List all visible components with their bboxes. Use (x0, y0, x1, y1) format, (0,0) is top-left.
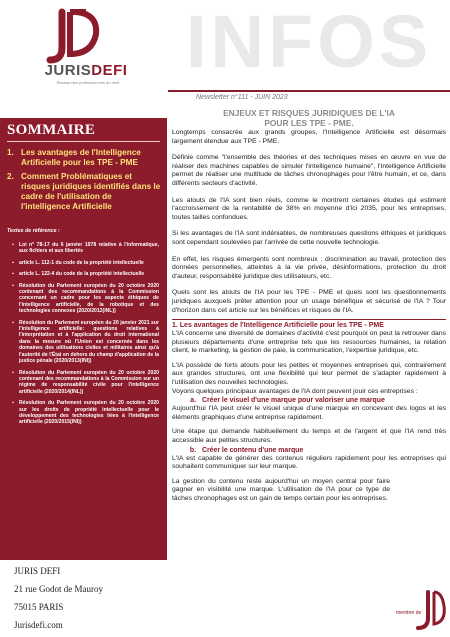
bullet-icon: ▪ (12, 271, 14, 278)
brand-name: JURISDEFI (44, 62, 128, 79)
company-name: JURIS DEFI (14, 566, 61, 576)
newsletter-issue: Newsletter n°111 - JUIN 2023 (196, 94, 288, 101)
section1-paragraph: L'IA possède de forts atouts pour les petites et moyennes entreprises qui, contrairement aux grandes structures, ont une flexibilité qui leur permet de s'adapter rapidement à l'utilisation des nouvelles technologies. (172, 361, 446, 387)
page-header (0, 0, 450, 100)
section1-paragraph: Voyons quelques principaux avantages de l'IA dont peuvent jouir ces entreprises : (172, 387, 418, 395)
references-title: Textes de référence : (7, 228, 60, 234)
brand-tagline: Réseau des professionnels du droit (56, 80, 120, 85)
bullet-icon: ▪ (12, 259, 14, 266)
juris-defi-logo-icon (40, 4, 110, 66)
atouts-paragraph: Les atouts de l'IA sont bien réels, comme le montrent certaines études qui estiment l'accroissement de la rentabilité de 38% en moyenne d'ici 2035, pour les entreprises, toutes tailles confondues. (172, 196, 446, 221)
bullet-icon: ▪ (12, 400, 14, 407)
address-block (0, 560, 167, 637)
section-heading: 1. Les avantages de l'Intelligence Artificielle pour les TPE - PME (172, 319, 446, 330)
bullet-icon: ▪ (12, 282, 14, 289)
city-address: 75015 PARIS (14, 602, 64, 612)
reference-item: ▪ article L. 112-1 du code de la propriété intellectuelle (7, 260, 159, 266)
sommaire-sidebar (0, 118, 167, 560)
sommaire-divider (7, 141, 160, 142)
reference-item: ▪ article L. 122-4 du code de la propriété intellectuelle (7, 271, 159, 277)
article-title: ENJEUX ET RISQUES JURIDIQUES DE L'IA POUR LES TPE - PME. (223, 108, 395, 128)
membre-badge-icon (388, 584, 446, 634)
subsection-heading: a. Créer le visuel d'une marque pour valoriser une marque (190, 397, 385, 405)
toc-item[interactable]: 2. Comment Problématiques et risques juridiques identifiés dans le cadre de l'utilisation de l'intelligence Artificielle (7, 172, 161, 211)
reference-item: ▪ Loi n° 78-17 du 6 janvier 1978 relative à l'informatique, aux fichiers et aux libertés (7, 242, 159, 255)
reference-item: ▪ Résolution du Parlement européen du 20 octobre 2020 contenant des recommandations à la Commission concernant un cadre pour les aspects éthiques de l'intelligence artificielle, de la robotique et des technologies connexes (2020/2012(INL)) (7, 283, 159, 315)
street-address: 21 rue Godot de Mauroy (14, 584, 103, 594)
reference-item: ▪ Résolution du Parlement européen du 20 janvier 2021 sur l'intelligence artificielle: questions relatives à l'interprétation et à l'application du droit international dans la mesure où l'Union est concernée dans les domaines des utilisations civiles et militaires ainsi qu'à l'autorité de l'État en dehors du champ d'application de la justice pénale (2020/2013(INI)) (7, 320, 159, 365)
sommaire-title: SOMMAIRE (7, 122, 96, 138)
toc-item[interactable]: 1. Les avantages de l'Intelligence Artificielle pour les TPE - PME (7, 148, 141, 167)
subsection-paragraph: Aujourd'hui l'IA peut créer le visuel unique d'une marque en concevant des logos et les éléments graphiques d'une entreprise rapidement. (172, 405, 446, 421)
infos-title: INFOS (186, 0, 433, 83)
bullet-icon: ▪ (12, 319, 14, 326)
header-divider (168, 90, 450, 92)
definition-paragraph: Définie comme "l'ensemble des théories et des techniques mises en œuvre en vue de réaliser des machines capables de simuler l'intelligence humaine", l'Intelligence Artificielle permet de réaliser une multitude de tâches chronophages pour l'être humain, et ce, dans différents secteurs d'activité. (172, 154, 446, 187)
bullet-icon: ▪ (12, 242, 14, 248)
subsection-paragraph: L'IA est capable de générer des contenus réguliers rapidement pour les entreprises qui souhaitent communiquer sur leur marque. (172, 454, 446, 471)
website-link[interactable]: Jurisdefi.com (14, 620, 63, 630)
references-list (7, 242, 159, 431)
section1-paragraph: L'IA concerne une diversité de domaines d'activité c'est pourquoi on peut la retrouver dans plusieurs départements d'une entreprise tels que les ressources humaines, la relation client, le marketing, la gestion de paie, la communication, l'expertise juridique, etc. (172, 330, 446, 355)
subsection-paragraph: La gestion du contenu reste aujourd'hui un moyen central pour faire gagner en visibilité une marque. L'utilisation de l'IA pour ce type de tâches chronophages est un gain de temps certain pour les entreprises. (172, 477, 390, 502)
subsection-heading: b. Créer le contenu d'une marque (189, 446, 304, 454)
avantages-paragraph: Si les avantages de l'IA sont indéniables, de nombreuses questions éthiques et juridiques sont cependant soulevées par l'arrivée de cette nouvelle technologie. (172, 230, 446, 246)
table-of-contents (7, 148, 162, 216)
risques-paragraph: En effet, les risques émergents sont nombreux : discrimination au travail, protection des données personnelles, atteintes à la vie privée, désinformations, protection du droit d'auteur, responsabilité juridique des utilisateurs, etc. (172, 255, 446, 280)
questions-paragraph: Quels sont les atouts de l'IA pour les TPE - PME et quels sont les questionnements juridiques auxquels prêter attention pour un usage bénéfique et sécurisé de l'IA ? Tour d'horizon dans cet article sur les bénéfices et risques de l'IA. (172, 289, 446, 314)
article-body (172, 108, 446, 504)
bullet-icon: ▪ (12, 369, 14, 376)
subsection-paragraph: Une étape qui demande habituellement du temps et de l'argent et que l'IA rend très accessible aux petites structures. (172, 428, 446, 445)
reference-item: ▪ Résolution du Parlement européen du 20 octobre 2020 sur les droits de propriété intellectuelle pour le développement des technologies liées à l'intelligence artificielle (2020/2015(INI)) (7, 400, 159, 426)
membre-badge-text: membre de (396, 610, 422, 616)
intro-paragraph: Longtemps consacrée aux grands groupes, l'Intelligence Artificielle est désormais largement étendue aux TPE - PME. (172, 129, 446, 145)
reference-item: ▪ Résolution du Parlement européen du 20 octobre 2020 contenant des recommandations à la Commission sur un régime de responsabilité civile pour l'intelligence artificielle (2020/2014(INL)) (7, 370, 159, 396)
